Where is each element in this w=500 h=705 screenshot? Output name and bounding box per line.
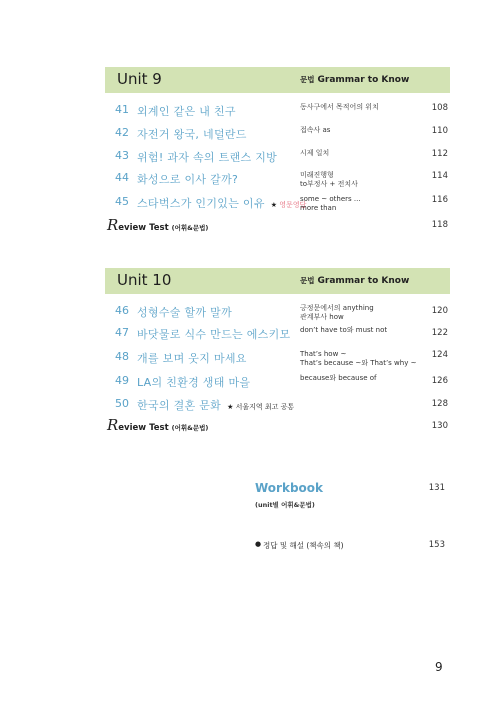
- workbook-page: 131: [428, 483, 445, 493]
- unit-header: [105, 67, 450, 93]
- grammar-label: Grammar to Know: [317, 276, 410, 286]
- lesson-number: 50: [115, 397, 129, 410]
- lesson-grammar: 긍정문에서의 anything 관계부사 how: [300, 304, 374, 321]
- lesson-grammar: That’s how ~ That’s because ~와 That’s why ~: [300, 350, 417, 367]
- grammar-prefix: 문법: [300, 75, 315, 84]
- review-test-label: Review Test (어휘&문법): [107, 216, 209, 234]
- lesson-row[interactable]: [105, 324, 450, 346]
- lesson-row[interactable]: [105, 169, 450, 191]
- lesson-row[interactable]: [105, 302, 450, 324]
- lesson-row[interactable]: [105, 147, 450, 169]
- lesson-title: 한국의 결혼 문화 ★ 서울지역 최고 공통: [137, 399, 295, 412]
- lesson-title: 개를 보며 웃지 마세요: [137, 352, 247, 365]
- lesson-note: ★ 서울지역 최고 공통: [227, 403, 295, 411]
- lesson-page: 112: [431, 149, 448, 159]
- lesson-grammar: 동사구에서 목적어의 위치: [300, 103, 379, 111]
- lesson-number: 44: [115, 171, 129, 184]
- lesson-row[interactable]: [105, 193, 450, 215]
- lesson-number: 47: [115, 326, 129, 339]
- star-icon: ★: [270, 201, 278, 209]
- review-test-row[interactable]: [105, 416, 450, 438]
- review-test-label: Review Test (어휘&문법): [107, 416, 209, 434]
- lesson-title: 위험! 과자 속의 트랜스 지방: [137, 151, 278, 164]
- lesson-row[interactable]: [105, 101, 450, 123]
- workbook-title: Workbook: [255, 481, 324, 495]
- review-page: 130: [431, 421, 448, 431]
- lesson-row[interactable]: [105, 348, 450, 370]
- review-r-logo: R: [107, 416, 119, 434]
- lesson-number: 48: [115, 350, 129, 363]
- lesson-number: 42: [115, 126, 129, 139]
- lesson-grammar: because와 because of: [300, 374, 377, 382]
- lesson-grammar: don’t have to와 must not: [300, 326, 388, 334]
- lesson-page: 126: [431, 376, 448, 386]
- unit-title: Unit 10: [117, 271, 172, 289]
- lesson-title: 외계인 같은 내 친구: [137, 105, 236, 118]
- lesson-title: 자전거 왕국, 네덜란드: [137, 128, 247, 141]
- lesson-page: 124: [431, 350, 448, 360]
- lesson-number: 49: [115, 374, 129, 387]
- lesson-grammar: 시제 일치: [300, 149, 330, 157]
- lesson-title: 스타벅스가 인기있는 이유 ★ 영문영답: [137, 197, 307, 210]
- review-page: 118: [431, 220, 448, 230]
- unit-9-section: [105, 67, 450, 234]
- review-test-row[interactable]: [105, 216, 450, 238]
- page-number: 9: [435, 660, 443, 674]
- lesson-page: 122: [431, 328, 448, 338]
- lesson-grammar: some ~ others ... more than: [300, 195, 361, 212]
- lesson-title: LA의 친환경 생태 마을: [137, 376, 251, 389]
- grammar-prefix: 문법: [300, 276, 315, 285]
- grammar-header: [300, 275, 409, 286]
- answers-page: 153: [428, 540, 445, 550]
- lesson-grammar: 접속사 as: [300, 126, 331, 134]
- lesson-number: 41: [115, 103, 129, 116]
- lesson-title: 바닷물로 식수 만드는 에스키모: [137, 328, 291, 341]
- lesson-row[interactable]: [105, 395, 450, 417]
- lesson-grammar: 미래진행형 to부정사 + 전치사: [300, 171, 358, 188]
- lesson-note: ★ 영문영답: [270, 201, 307, 209]
- lesson-page: 120: [431, 306, 448, 316]
- star-icon: ★: [227, 403, 234, 411]
- lesson-row[interactable]: [105, 124, 450, 146]
- grammar-header: [300, 74, 409, 85]
- lesson-page: 116: [431, 195, 448, 205]
- lesson-page: 128: [431, 399, 448, 409]
- lesson-number: 45: [115, 195, 129, 208]
- lesson-page: 114: [431, 171, 448, 181]
- lesson-title: 화성으로 이사 갈까?: [137, 173, 239, 186]
- unit-10-section: [105, 268, 450, 434]
- grammar-label: Grammar to Know: [317, 75, 410, 85]
- lesson-page: 108: [431, 103, 448, 113]
- lesson-number: 46: [115, 304, 129, 317]
- review-r-logo: R: [107, 216, 119, 234]
- lesson-title: 성형수술 할까 말까: [137, 306, 233, 319]
- lesson-page: 110: [431, 126, 448, 136]
- workbook-subtitle: (unit별 어휘&문법): [255, 501, 315, 509]
- unit-title: Unit 9: [117, 70, 162, 88]
- bullet-icon: ●: [255, 540, 262, 548]
- unit-header: [105, 268, 450, 294]
- lesson-number: 43: [115, 149, 129, 162]
- answers-entry[interactable]: [255, 540, 445, 554]
- lesson-row[interactable]: [105, 372, 450, 394]
- answers-label: 정답 및 해설 (책속의 책): [263, 541, 344, 550]
